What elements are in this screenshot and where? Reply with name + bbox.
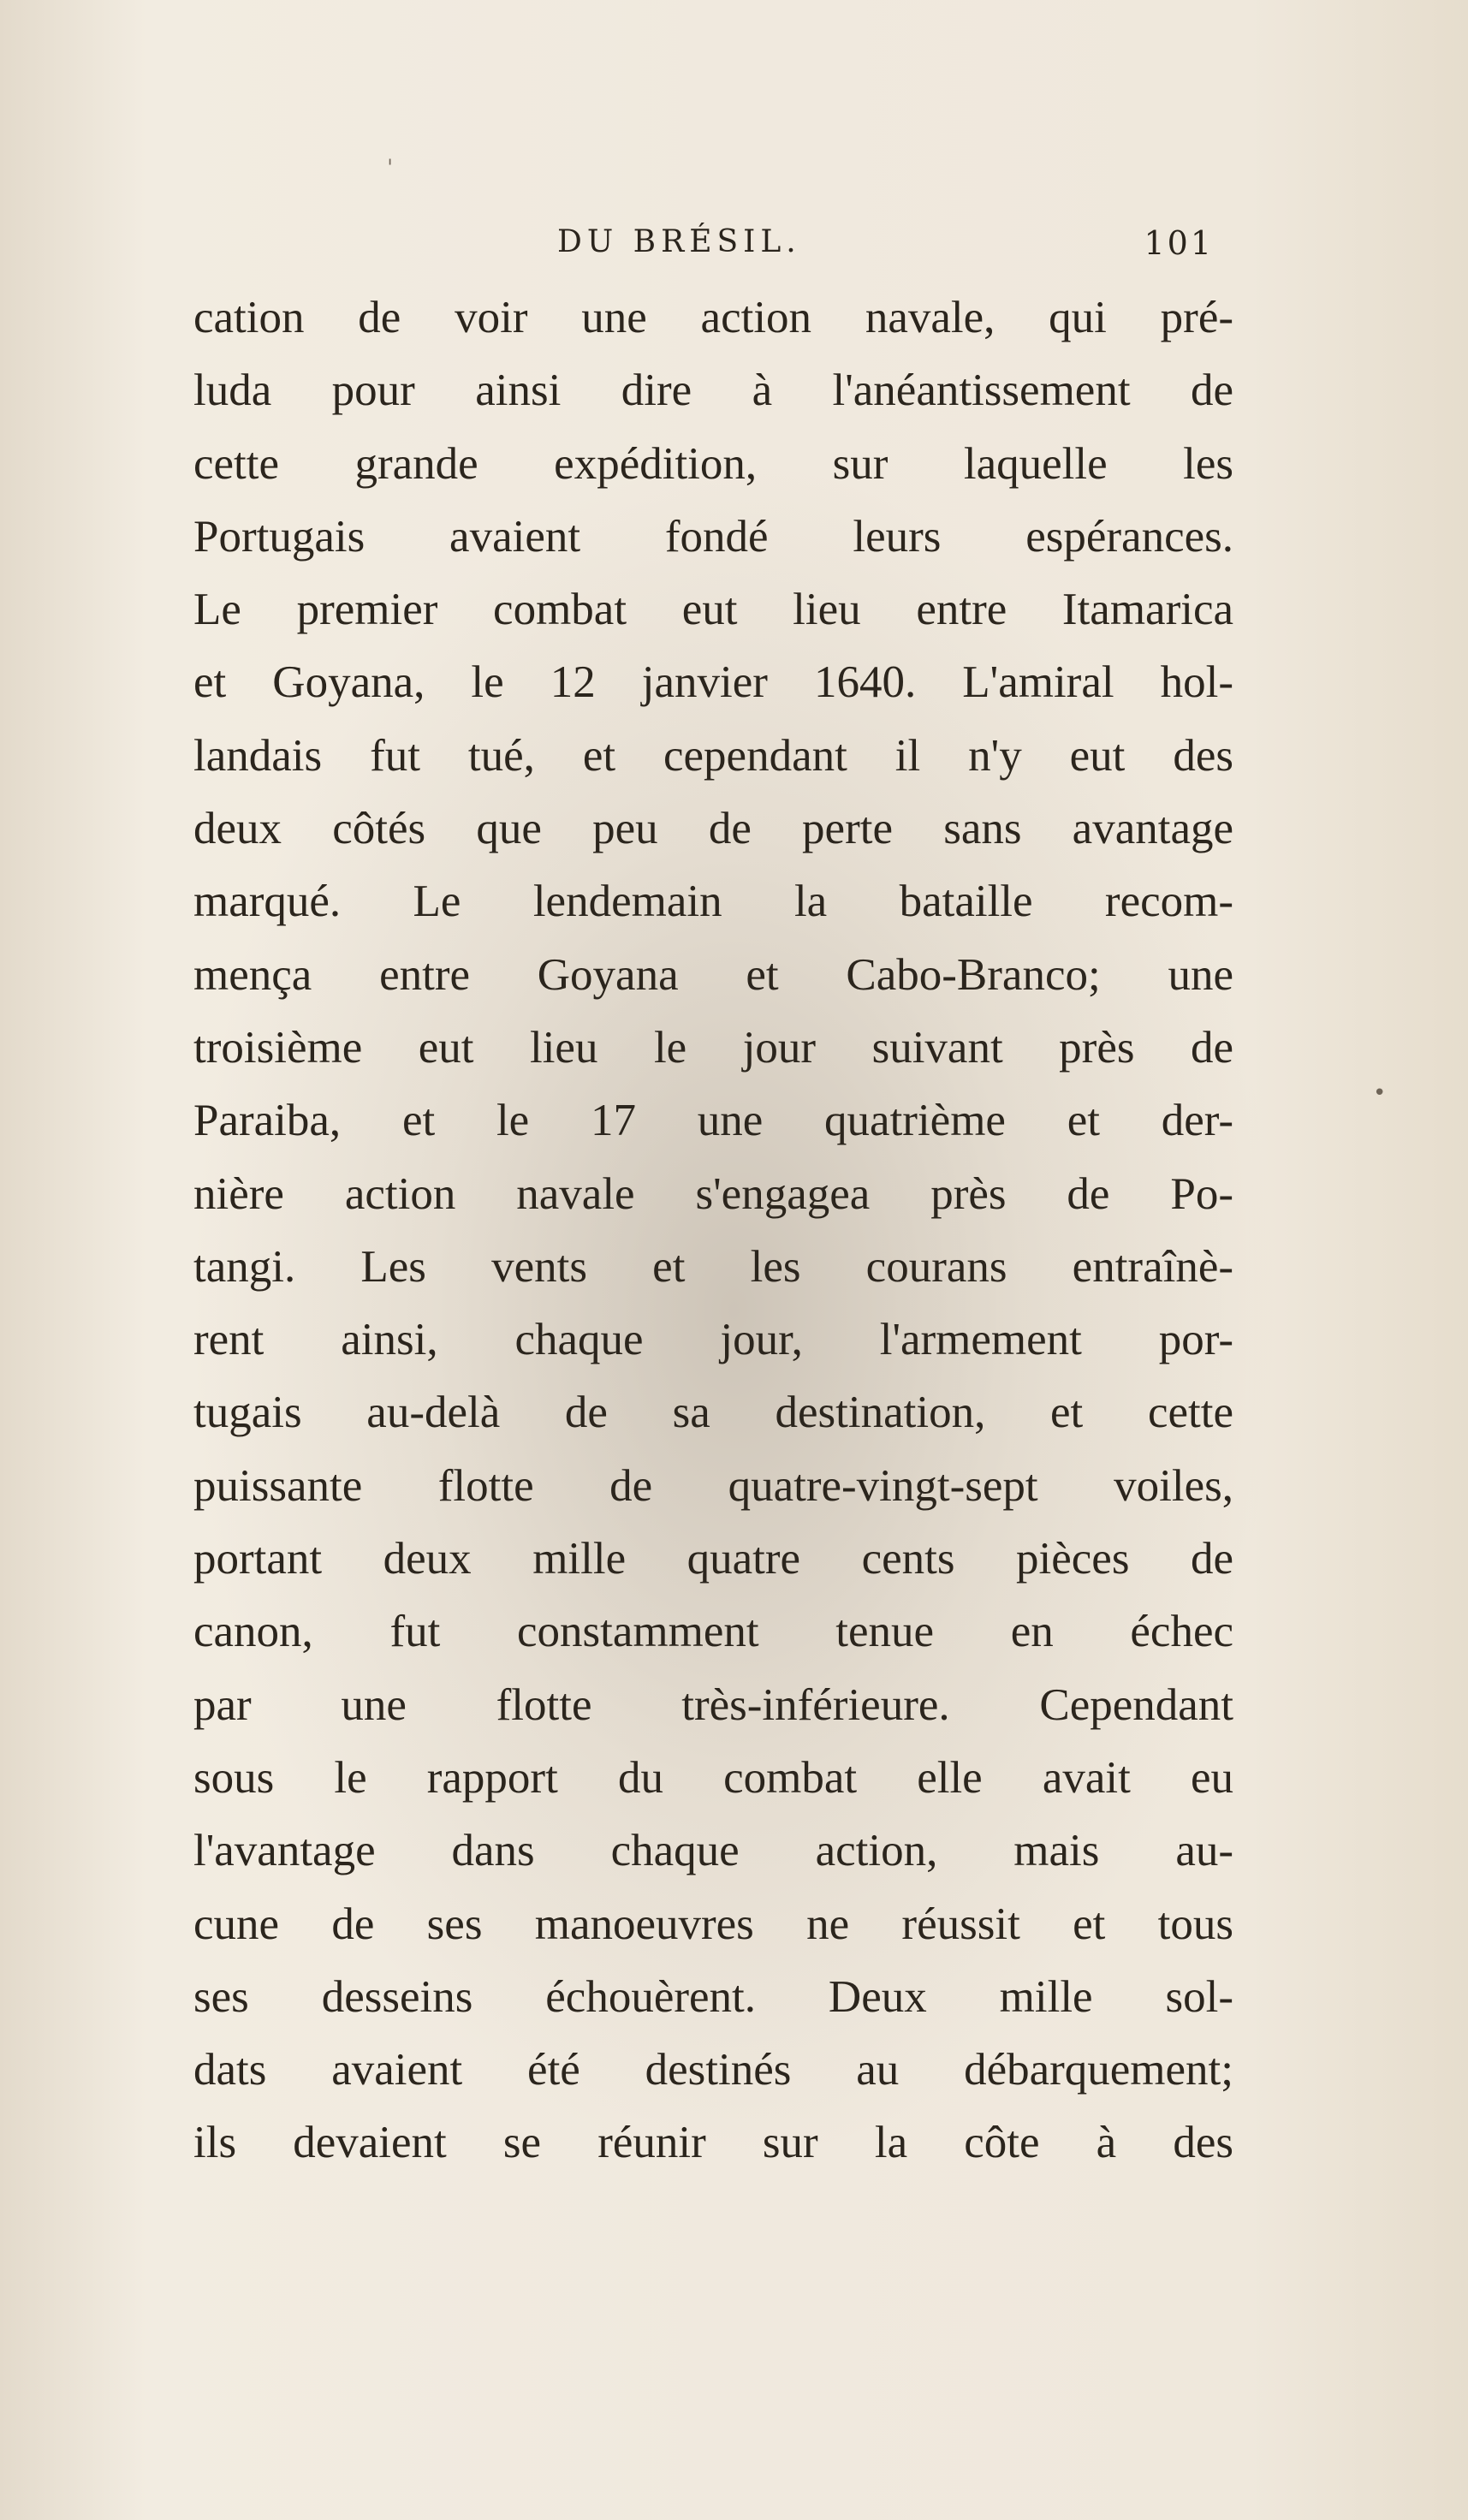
text-line: troisième eut lieu le jour suivant près de (193, 1022, 1233, 1073)
body-text (193, 291, 1233, 2190)
text-line: ses desseins échouèrent. Deux mille sol- (193, 1971, 1233, 2022)
text-line: marqué. Le lendemain la bataille recom- (193, 877, 1233, 927)
text-line: tugais au-delà de sa destination, et cette (193, 1388, 1233, 1438)
text-line: cation de voir une action navale, qui pré- (193, 293, 1233, 342)
text-line: puissante flotte de quatre-vingt-sept voiles, (193, 1460, 1233, 1511)
text-line: ils devaient se réunir sur la côte à des (193, 2118, 1233, 2168)
page-header (193, 224, 1229, 276)
text-line: tangi. Les vents et les courans entraînè- (193, 1241, 1233, 1292)
text-line: landais fut tué, et cependant il n'y eut des (193, 730, 1233, 781)
text-line: nière action navale s'engagea près de Po- (193, 1168, 1233, 1219)
text-line: rent ainsi, chaque jour, l'armement por- (193, 1315, 1233, 1365)
text-line: cune de ses manoeuvres ne réussit et tous (193, 1899, 1233, 1949)
text-line: par une flotte très-inférieure. Cependant (193, 1679, 1233, 1730)
text-line: Portugais avaient fondé leurs espérances. (193, 511, 1233, 562)
text-line: portant deux mille quatre cents pièces de (193, 1534, 1233, 1584)
text-line: luda pour ainsi dire à l'anéantissement de (193, 366, 1233, 416)
paper-speck: • (1373, 1080, 1387, 1106)
text-line: Paraiba, et le 17 une quatrième et der- (193, 1096, 1233, 1146)
text-line: l'avantage dans chaque action, mais au- (193, 1826, 1233, 1876)
text-line: sous le rapport du combat elle avait eu (193, 1752, 1233, 1803)
text-line: et Goyana, le 12 janvier 1640. L'amiral hol- (193, 657, 1233, 708)
text-line: canon, fut constamment tenue en échec (193, 1607, 1233, 1657)
page-number: 101 (1144, 224, 1214, 262)
text-line: dats avaient été destinés au débarquement; (193, 2045, 1233, 2095)
text-line: deux côtés que peu de perte sans avantage (193, 804, 1233, 854)
text-line: Le premier combat eut lieu entre Itamarica (193, 585, 1233, 635)
running-title: DU BRÉSIL. (557, 224, 801, 259)
paper-speck: ˈ (387, 156, 394, 181)
text-line: cette grande expédition, sur laquelle les (193, 438, 1233, 489)
text-line: mença entre Goyana et Cabo-Branco; une (193, 949, 1233, 1000)
